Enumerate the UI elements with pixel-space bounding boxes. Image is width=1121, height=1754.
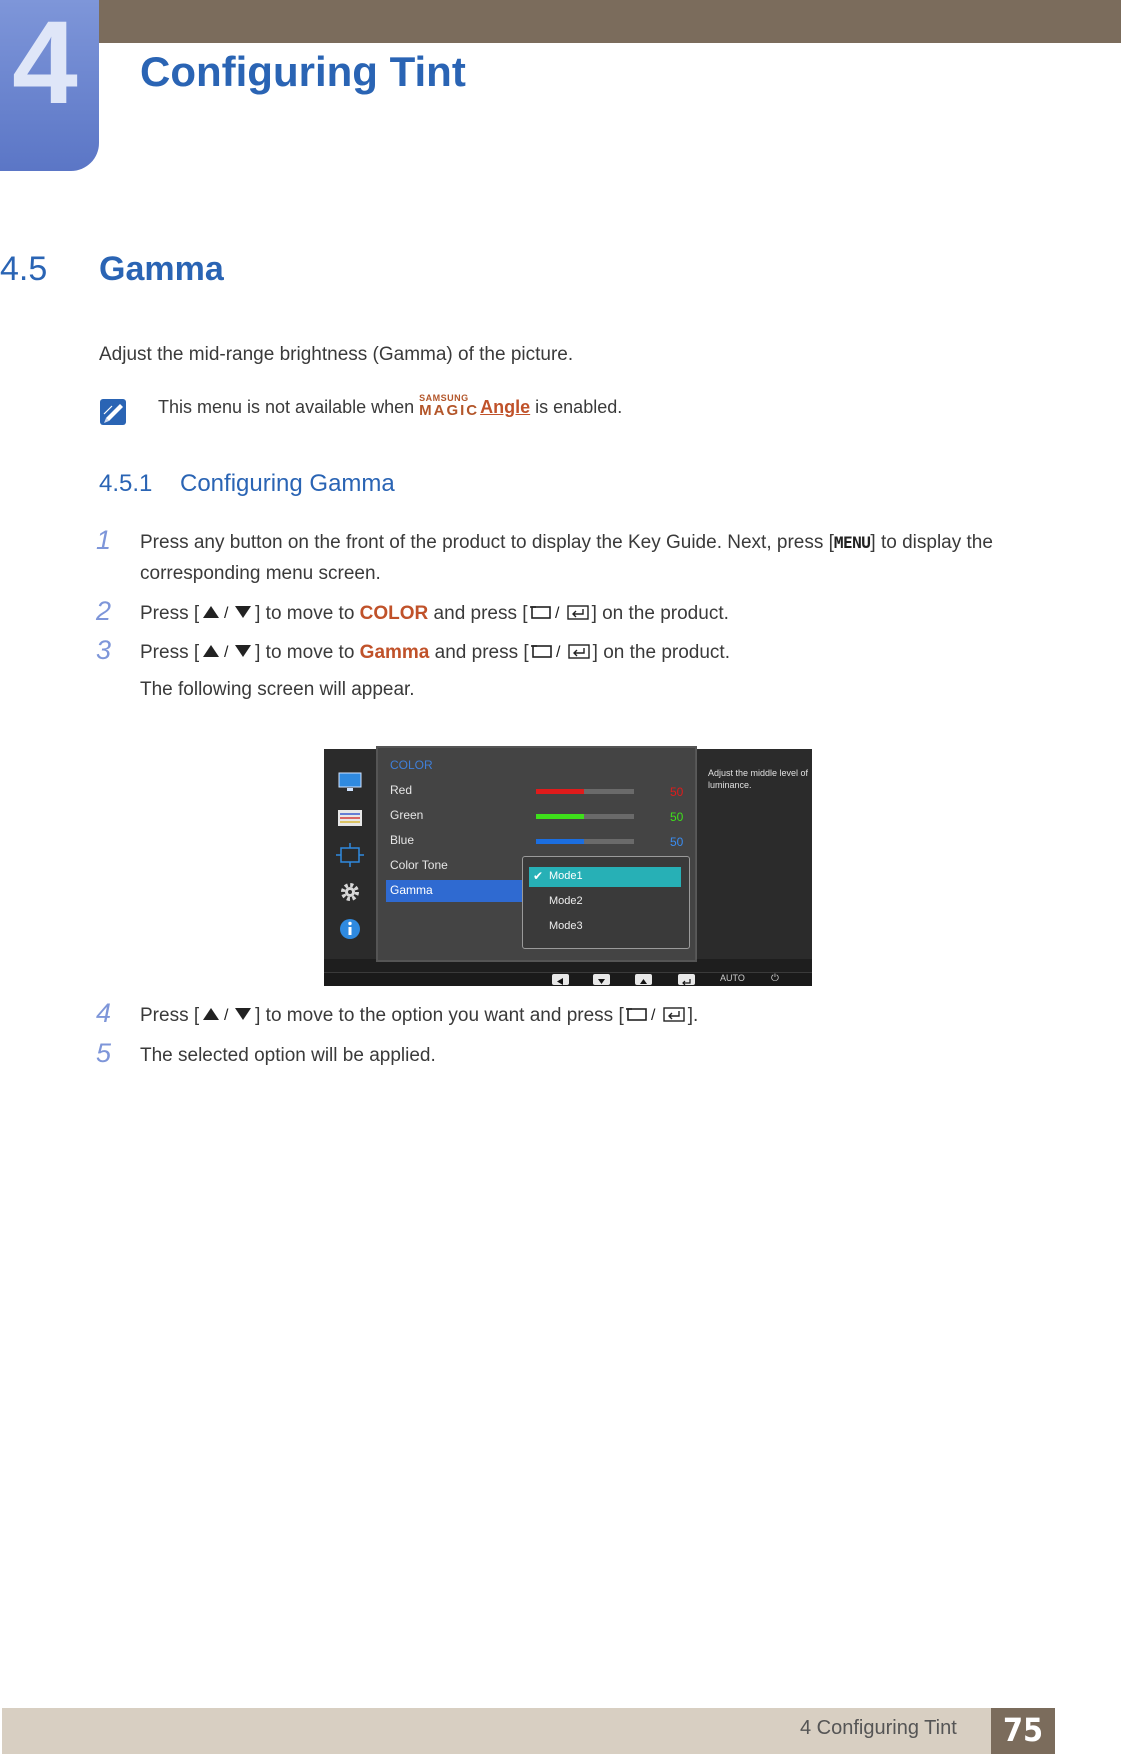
step-text-part: ]. (687, 1005, 699, 1026)
monitor-icon (336, 769, 364, 795)
step-text-part: ] to move to the option you want and press [ (255, 1005, 624, 1026)
step-text-part: ] to display the corresponding menu screen. (140, 532, 993, 584)
step-text-part: Press [ (140, 1005, 200, 1026)
step-text-part: Press [ (140, 603, 200, 624)
note-text-after: is enabled. (530, 396, 623, 417)
osd-key-guide (324, 972, 812, 986)
gamma-options-dropdown (522, 856, 690, 949)
blue-value: 50 (670, 835, 684, 849)
step-number: 5 (96, 1038, 112, 1068)
step-text-part: ] on the product. (591, 603, 729, 624)
source-enter-icon (624, 1004, 688, 1024)
step-extra-text: The following screen will appear. (140, 679, 415, 700)
osd-menu-title: COLOR (390, 758, 433, 772)
red-slider-fill (536, 789, 584, 794)
step-text (140, 527, 1040, 589)
angle-link[interactable]: Angle (480, 396, 531, 417)
page-number: 75 (1002, 1711, 1044, 1749)
step-text (140, 1000, 1040, 1031)
step-number: 1 (96, 525, 112, 555)
section-intro: Adjust the mid-range brightness (Gamma) of the picture. (99, 344, 574, 365)
source-enter-icon (528, 602, 592, 622)
step-number: 3 (96, 635, 112, 665)
keyword-gamma: Gamma (359, 642, 430, 663)
footer-chapter-label: 4 Configuring Tint (800, 1717, 957, 1739)
step-text-part: ] to move to (255, 603, 360, 624)
left-key-icon[interactable] (552, 974, 569, 985)
svg-text:/: / (650, 1006, 656, 1024)
header-bar (0, 0, 1121, 43)
osd-item-gamma[interactable]: Gamma (386, 880, 531, 902)
step-text: The selected option will be applied. (140, 1045, 436, 1066)
step-number: 2 (96, 596, 112, 626)
chapter-number: 4 (12, 0, 78, 129)
osd-color-menu (376, 746, 697, 962)
logo-line2: MAGIC (419, 402, 480, 419)
subsection-title: Configuring Gamma (180, 470, 395, 497)
section-title: Gamma (99, 250, 224, 288)
gamma-option-mode1[interactable] (529, 867, 681, 887)
osd-help-panel (696, 749, 812, 959)
auto-key-label[interactable]: AUTO (720, 973, 745, 983)
logo-line1: SAMSUNG (419, 393, 469, 403)
blue-slider[interactable] (536, 839, 634, 844)
option-label: Mode1 (549, 870, 583, 882)
step-text-part: Press [ (140, 642, 200, 663)
up-key-icon[interactable] (635, 974, 652, 985)
down-key-icon[interactable] (593, 974, 610, 985)
up-down-arrow-icon (199, 603, 255, 621)
osd-icon-panel (324, 749, 376, 959)
section-number: 4.5 (0, 250, 48, 288)
svg-text:/: / (224, 1006, 229, 1023)
svg-text:/: / (554, 604, 560, 622)
power-key-icon[interactable]: ⏻ (771, 973, 779, 984)
gear-icon (336, 879, 364, 905)
osd-help-text: Adjust the middle level of luminance. (708, 768, 809, 790)
step-number: 4 (96, 998, 112, 1028)
step-text (140, 637, 1040, 668)
subsection-number: 4.5.1 (99, 470, 153, 497)
step-text-part: Press any button on the front of the product to display the Key Guide. Next, press [ (140, 532, 834, 553)
color-bars-icon (336, 805, 364, 831)
osd-item-red[interactable]: Red (390, 783, 413, 797)
up-down-arrow-icon (199, 1005, 255, 1023)
step-text-part: and press [ (428, 603, 528, 624)
red-value: 50 (670, 785, 684, 799)
note-icon (98, 396, 130, 428)
green-value: 50 (670, 810, 684, 824)
step-text (140, 598, 1040, 629)
svg-text:/: / (224, 643, 229, 660)
enter-key-icon[interactable] (678, 974, 695, 985)
source-enter-icon (529, 641, 593, 661)
step-text-part: ] to move to (255, 642, 360, 663)
up-down-arrow-icon (199, 642, 255, 660)
check-icon: ✔ (533, 869, 544, 883)
step-text-part: and press [ (429, 642, 529, 663)
osd-item-blue[interactable]: Blue (390, 833, 415, 847)
chapter-title: Configuring Tint (140, 48, 466, 95)
blue-slider-fill (536, 839, 584, 844)
svg-text:/: / (555, 643, 561, 661)
samsung-magic-logo (419, 394, 479, 418)
note-text (158, 393, 623, 420)
chapter-tab (0, 0, 99, 171)
osd-item-green[interactable]: Green (390, 808, 424, 822)
info-icon (336, 916, 364, 942)
menu-key: MENU (833, 533, 871, 552)
svg-text:/: / (224, 604, 229, 621)
note-text-before: This menu is not available when (158, 396, 420, 417)
green-slider[interactable] (536, 814, 634, 819)
osd-item-color-tone[interactable]: Color Tone (390, 858, 448, 872)
monitor-osd-screenshot (324, 749, 812, 986)
resize-icon (336, 842, 364, 868)
gamma-option-mode2[interactable]: Mode2 (549, 895, 583, 907)
step-text-part: ] on the product. (592, 642, 730, 663)
red-slider[interactable] (536, 789, 634, 794)
keyword-color: COLOR (359, 603, 429, 624)
green-slider-fill (536, 814, 584, 819)
gamma-option-mode3[interactable]: Mode3 (549, 920, 583, 932)
